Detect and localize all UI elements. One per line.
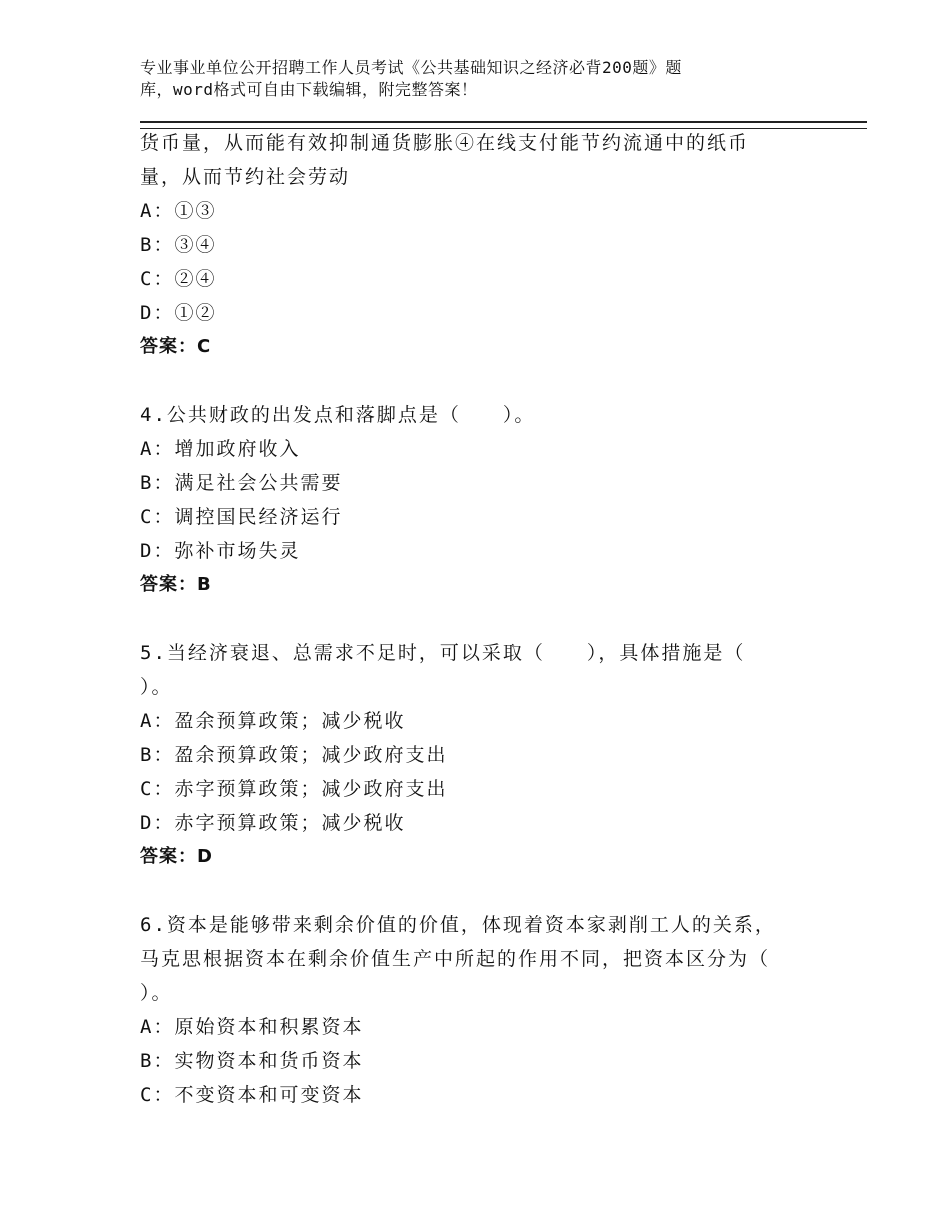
question-text-line: 马克思根据资本在剩余价值生产中所起的作用不同，把资本区分为（ bbox=[140, 948, 771, 970]
spacer bbox=[140, 602, 830, 636]
option-c: C：②④ bbox=[140, 268, 217, 290]
question-6 bbox=[140, 908, 830, 1112]
spacer bbox=[140, 364, 830, 398]
answer-line: 答案：B bbox=[140, 574, 212, 595]
document-body bbox=[140, 126, 830, 1112]
document-header bbox=[140, 57, 780, 101]
option-a: A：原始资本和积累资本 bbox=[140, 1016, 364, 1038]
question-4 bbox=[140, 398, 830, 602]
option-a: A：①③ bbox=[140, 200, 217, 222]
question-text-line: ）。 bbox=[140, 676, 173, 698]
question-text-line: 货币量，从而能有效抑制通货膨胀④在线支付能节约流通中的纸币 bbox=[140, 132, 750, 154]
option-b: B：③④ bbox=[140, 234, 217, 256]
option-c: C：赤字预算政策；减少政府支出 bbox=[140, 778, 448, 800]
spacer bbox=[140, 874, 830, 908]
option-d: D：①② bbox=[140, 302, 217, 324]
question-text-line: ）。 bbox=[140, 982, 173, 1004]
option-c: C：不变资本和可变资本 bbox=[140, 1084, 364, 1106]
header-line-2: 库，word格式可自由下载编辑，附完整答案！ bbox=[140, 80, 478, 99]
answer-line: 答案：D bbox=[140, 846, 213, 867]
option-b: B：实物资本和货币资本 bbox=[140, 1050, 364, 1072]
question-text-line: 6.资本是能够带来剩余价值的价值，体现着资本家剥削工人的关系， bbox=[140, 914, 776, 936]
answer-line: 答案：C bbox=[140, 336, 212, 357]
option-b: B：盈余预算政策；减少政府支出 bbox=[140, 744, 448, 766]
header-line-1: 专业事业单位公开招聘工作人员考试《公共基础知识之经济必背200题》题 bbox=[140, 58, 682, 77]
option-a: A：增加政府收入 bbox=[140, 438, 301, 460]
option-a: A：盈余预算政策；减少税收 bbox=[140, 710, 406, 732]
question-text-line: 量，从而节约社会劳动 bbox=[140, 166, 351, 188]
option-d: D：弥补市场失灵 bbox=[140, 540, 301, 562]
question-3-continuation bbox=[140, 126, 830, 364]
question-text-line: 4.公共财政的出发点和落脚点是（ ）。 bbox=[140, 404, 536, 426]
question-text-line: 5.当经济衰退、总需求不足时，可以采取（ ），具体措施是（ bbox=[140, 642, 746, 664]
option-d: D：赤字预算政策；减少税收 bbox=[140, 812, 406, 834]
option-c: C：调控国民经济运行 bbox=[140, 506, 343, 528]
question-5 bbox=[140, 636, 830, 874]
option-b: B：满足社会公共需要 bbox=[140, 472, 343, 494]
